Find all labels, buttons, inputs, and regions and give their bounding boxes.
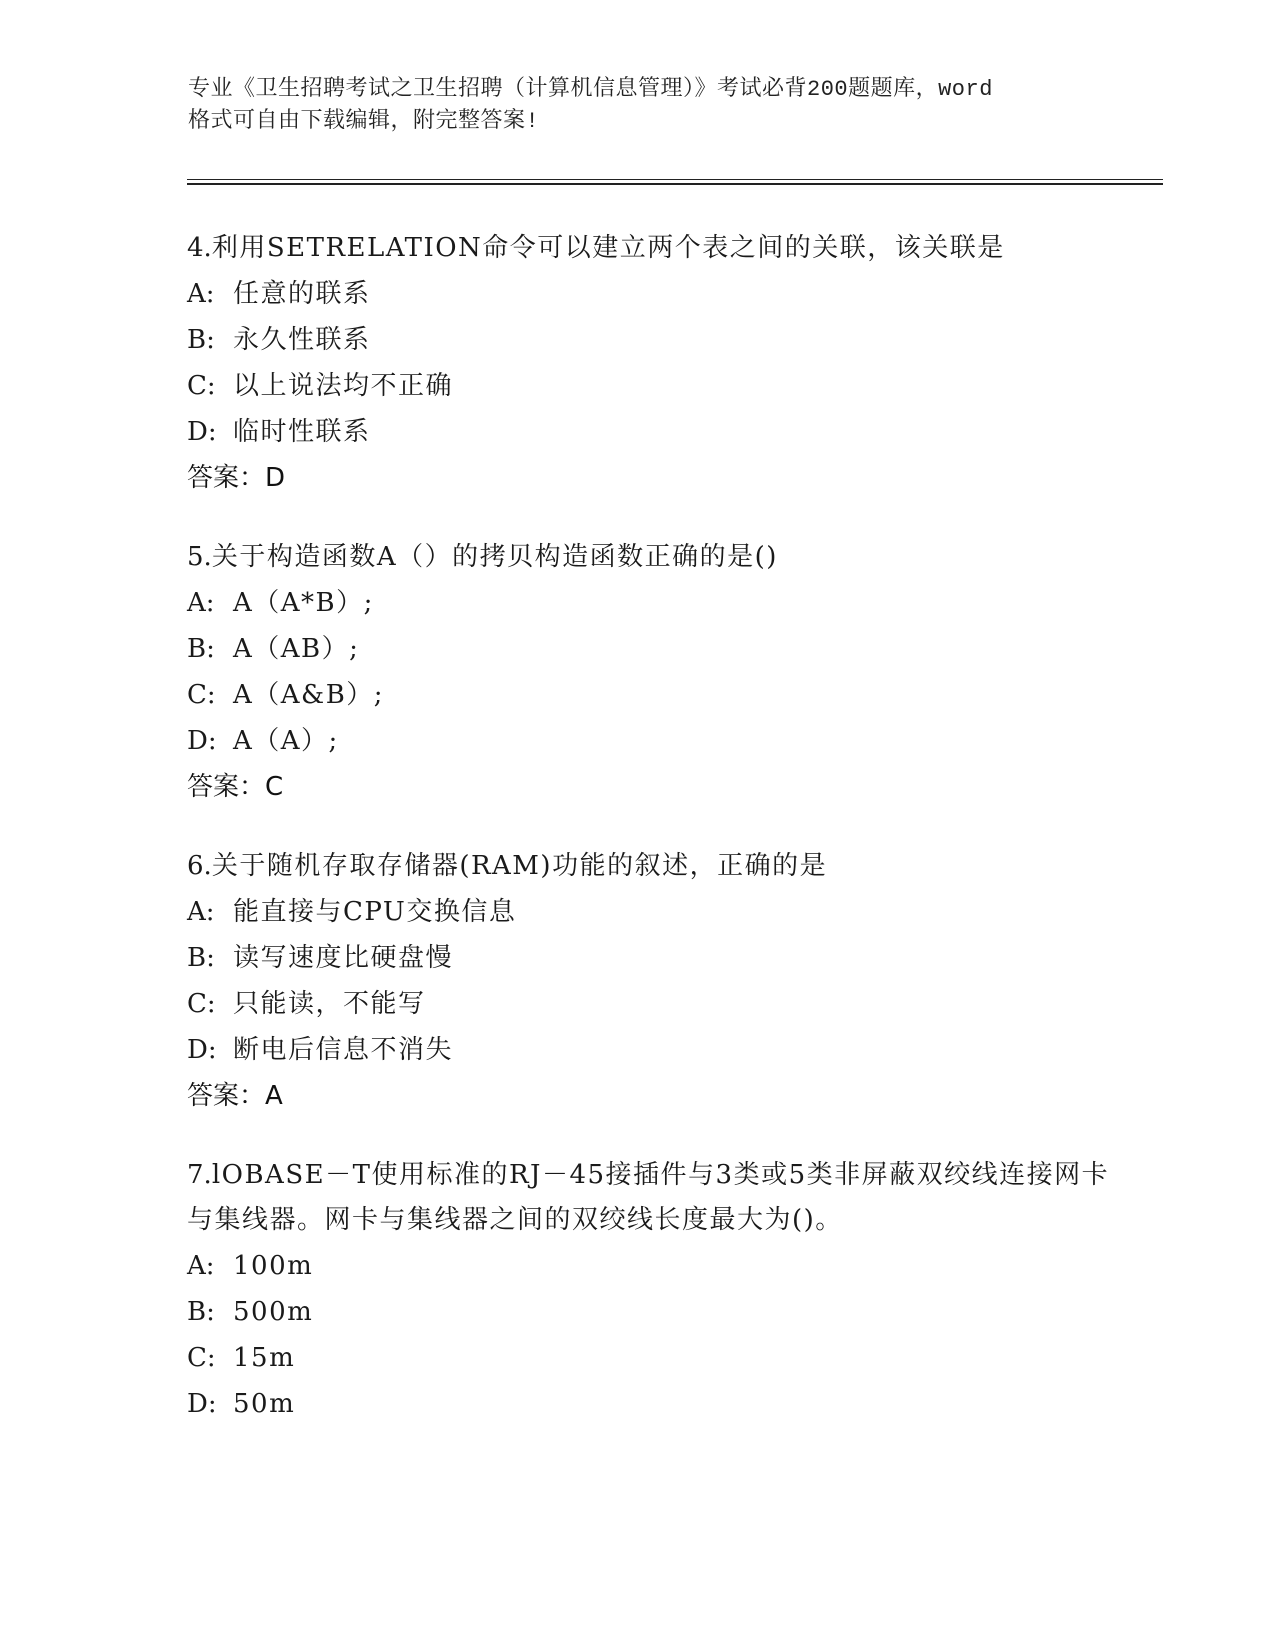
question-item <box>187 226 1127 501</box>
option-d <box>187 409 1127 455</box>
option-b <box>187 935 1127 981</box>
question-number: 6. <box>187 851 212 881</box>
question-text: 关于构造函数A（）的拷贝构造函数正确的是() <box>211 542 778 572</box>
option-a <box>187 1243 1127 1289</box>
option-letter: A: <box>187 588 215 618</box>
option-text: 断电后信息不消失 <box>233 1035 454 1065</box>
option-text: 15m <box>233 1343 296 1373</box>
option-c <box>187 1335 1127 1381</box>
option-letter: B: <box>187 634 215 664</box>
option-text: 读写速度比硬盘慢 <box>233 943 454 973</box>
header-divider-thin <box>187 179 1163 180</box>
option-text: 任意的联系 <box>233 279 371 309</box>
option-letter: B: <box>187 943 215 973</box>
option-text: 以上说法均不正确 <box>233 371 454 401</box>
question-list <box>187 226 1127 1461</box>
option-letter: C: <box>187 371 216 401</box>
option-a <box>187 580 1127 626</box>
answer-line: 答案：C <box>187 772 284 802</box>
option-c <box>187 672 1127 718</box>
option-b <box>187 317 1127 363</box>
question-stem <box>187 535 1127 580</box>
option-letter: B: <box>187 1297 215 1327</box>
option-text: 500m <box>233 1297 314 1327</box>
option-b <box>187 1289 1127 1335</box>
question-number: 7. <box>187 1160 212 1190</box>
header-line-2: 格式可自由下载编辑，附完整答案! <box>188 109 540 134</box>
option-text: 100m <box>233 1251 314 1281</box>
question-stem <box>187 1153 1127 1243</box>
answer-line: 答案：D <box>187 463 286 493</box>
option-text: 能直接与CPU交换信息 <box>233 897 517 927</box>
question-text: 关于随机存取存储器(RAM)功能的叙述，正确的是 <box>211 851 828 881</box>
option-text: 临时性联系 <box>233 417 371 447</box>
answer-line: 答案：A <box>187 1081 283 1111</box>
header-line-1: 专业《卫生招聘考试之卫生招聘（计算机信息管理）》考试必背200题题库，word <box>188 77 993 102</box>
option-letter: A: <box>187 1251 215 1281</box>
option-a <box>187 889 1127 935</box>
option-text: A（A*B）; <box>233 588 374 618</box>
option-text: 50m <box>233 1389 296 1419</box>
document-header <box>188 74 1108 138</box>
option-letter: C: <box>187 680 216 710</box>
option-letter: D: <box>187 1035 217 1065</box>
option-letter: A: <box>187 279 215 309</box>
option-text: A（A）; <box>233 726 339 756</box>
question-stem <box>187 844 1127 889</box>
option-c <box>187 981 1127 1027</box>
option-text: A（A&B）; <box>233 680 385 710</box>
option-letter: D: <box>187 1389 217 1419</box>
header-divider-thick <box>187 183 1163 185</box>
option-letter: D: <box>187 726 217 756</box>
option-text: 永久性联系 <box>233 325 371 355</box>
option-b <box>187 626 1127 672</box>
option-letter: B: <box>187 325 215 355</box>
option-c <box>187 363 1127 409</box>
question-item <box>187 535 1127 810</box>
question-stem <box>187 226 1127 271</box>
option-letter: A: <box>187 897 215 927</box>
question-text: 利用SETRELATION命令可以建立两个表之间的关联，该关联是 <box>211 233 1005 263</box>
option-letter: C: <box>187 989 216 1019</box>
option-letter: C: <box>187 1343 216 1373</box>
option-letter: D: <box>187 417 217 447</box>
option-text: 只能读，不能写 <box>233 989 426 1019</box>
question-item <box>187 1153 1127 1427</box>
option-d <box>187 1381 1127 1427</box>
question-text: lOBASE－T使用标准的RJ－45接插件与3类或5类非屏蔽双绞线连接网卡与集线器。网卡与集线器之间的双绞线长度最大为()。 <box>187 1160 1110 1235</box>
option-a <box>187 271 1127 317</box>
question-number: 4. <box>187 233 212 263</box>
question-item <box>187 844 1127 1119</box>
option-text: A（AB）; <box>233 634 360 664</box>
option-d <box>187 718 1127 764</box>
question-number: 5. <box>187 542 212 572</box>
option-d <box>187 1027 1127 1073</box>
